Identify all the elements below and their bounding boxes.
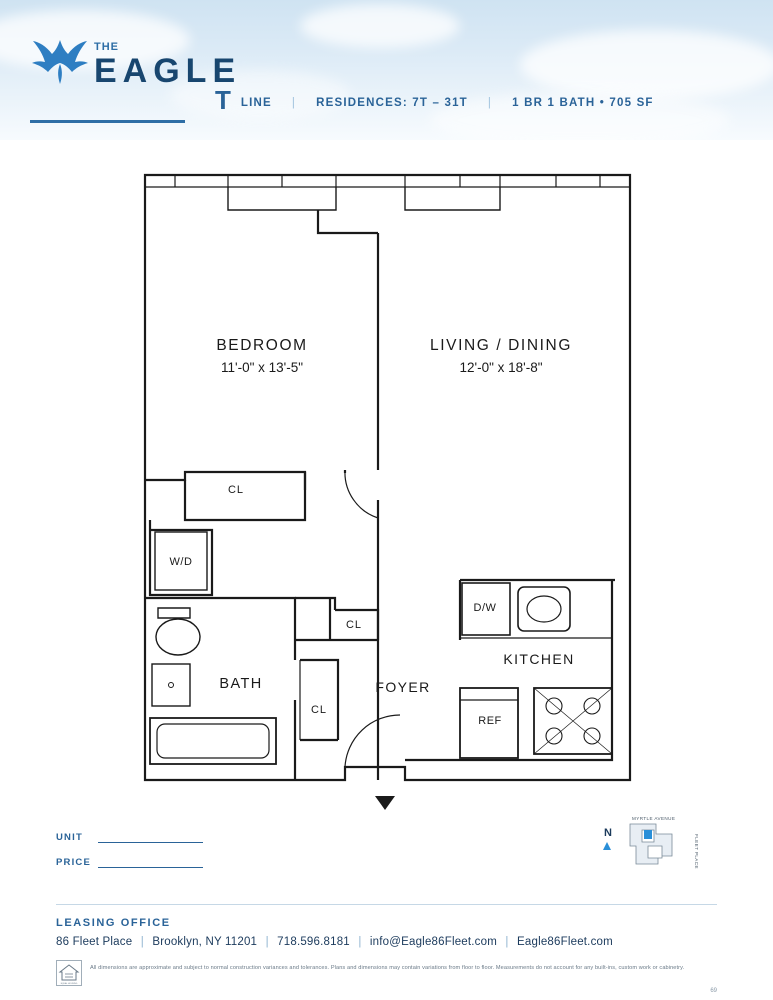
brand-prefix: THE bbox=[94, 41, 119, 53]
keyplan bbox=[596, 812, 706, 874]
leasing-email[interactable]: info@Eagle86Fleet.com bbox=[369, 936, 498, 948]
unit-input[interactable] bbox=[98, 832, 203, 843]
leasing-address: 86 Fleet Place bbox=[56, 936, 133, 948]
label-closet-foyer-lower: CL bbox=[310, 704, 328, 716]
contact-separator: | bbox=[358, 936, 362, 948]
price-input[interactable] bbox=[98, 857, 203, 868]
brand-underline bbox=[30, 120, 185, 123]
legal-disclaimer: All dimensions are approximate and subject to normal construction variances and tolerances. Plans and dimensions may contain variations from floor to floor. Measurements do not account for any built-ins, custom work or cabinetry. bbox=[90, 965, 685, 971]
legal-block bbox=[56, 960, 717, 986]
price-field-row bbox=[56, 857, 203, 868]
equal-housing-opportunity-icon bbox=[56, 960, 82, 986]
room-label-foyer: FOYER bbox=[375, 679, 431, 695]
label-refrigerator: REF bbox=[478, 715, 502, 727]
leasing-phone[interactable]: 718.596.8181 bbox=[277, 936, 350, 948]
label-washer-dryer: W/D bbox=[169, 556, 193, 568]
contact-separator: | bbox=[265, 936, 269, 948]
eagle-icon bbox=[30, 36, 90, 88]
room-label-living: LIVING / DINING bbox=[430, 337, 572, 354]
entry-arrow-icon bbox=[375, 796, 395, 810]
unit-field-row bbox=[56, 832, 203, 843]
label-closet-bedroom: CL bbox=[227, 484, 245, 496]
cloud-decoration bbox=[300, 4, 460, 48]
meta-divider: | bbox=[487, 97, 493, 109]
line-word: LINE bbox=[240, 97, 272, 109]
floor-plan bbox=[0, 140, 773, 820]
label-dishwasher: D/W bbox=[473, 602, 497, 614]
label-closet-foyer-upper: CL bbox=[345, 619, 363, 631]
page-number: 69 bbox=[710, 988, 717, 994]
price-label: PRICE bbox=[56, 857, 92, 868]
brand-logo bbox=[30, 36, 241, 88]
contact-separator: | bbox=[505, 936, 509, 948]
street-label-top: MYRTLE AVENUE bbox=[632, 816, 676, 821]
unit-price-fields bbox=[56, 832, 203, 882]
residences-range: RESIDENCES: 7T – 31T bbox=[316, 97, 468, 109]
street-label-side: FLEET PLACE bbox=[694, 834, 699, 869]
leasing-contact-line bbox=[56, 936, 717, 948]
brand-name: EAGLE bbox=[94, 52, 242, 90]
contact-separator: | bbox=[140, 936, 144, 948]
room-label-bedroom: BEDROOM bbox=[216, 337, 308, 354]
leasing-city: Brooklyn, NY 11201 bbox=[152, 936, 258, 948]
room-label-bath: BATH bbox=[219, 676, 263, 692]
north-arrow-icon bbox=[603, 842, 611, 850]
leasing-office-title: LEASING OFFICE bbox=[56, 917, 171, 929]
page-footer bbox=[0, 904, 773, 1000]
floor-plan-drawing bbox=[0, 140, 773, 820]
room-label-kitchen: KITCHEN bbox=[503, 651, 575, 667]
keyplan-unit-highlight bbox=[644, 830, 652, 839]
footer-divider bbox=[56, 904, 717, 905]
room-dims-bedroom: 11'-0" x 13'-5" bbox=[220, 360, 304, 375]
svg-text:EQUAL HOUSING: EQUAL HOUSING bbox=[60, 983, 78, 986]
header-meta bbox=[215, 85, 654, 116]
room-dims-living: 12'-0" x 18'-8" bbox=[459, 360, 543, 375]
meta-divider: | bbox=[291, 97, 297, 109]
leasing-website[interactable]: Eagle86Fleet.com bbox=[517, 936, 613, 948]
page-header bbox=[0, 0, 773, 140]
unit-label: UNIT bbox=[56, 832, 83, 843]
unit-summary: 1 BR 1 BATH • 705 SF bbox=[512, 97, 654, 109]
north-label: N bbox=[604, 827, 612, 839]
line-letter: T bbox=[215, 85, 231, 115]
